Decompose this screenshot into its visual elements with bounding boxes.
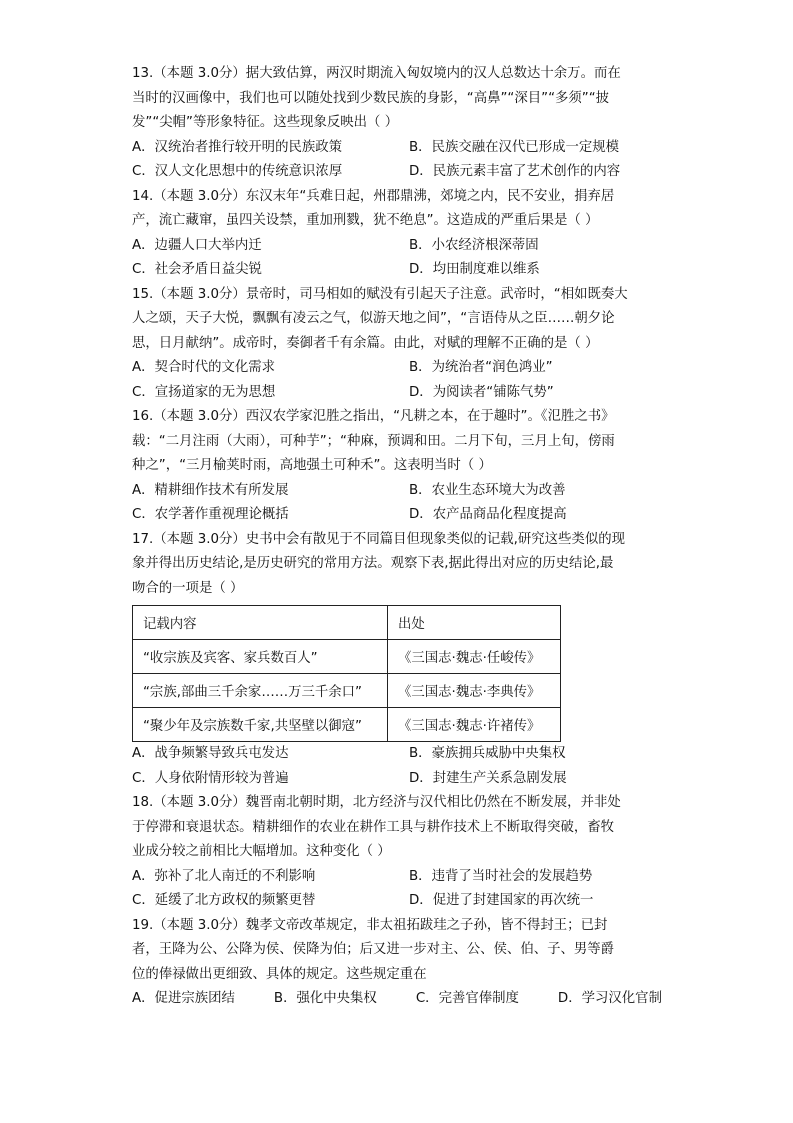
option-d: D．学习汉化官制	[557, 991, 662, 1006]
question-13-options-row-2	[132, 160, 662, 185]
table-cell: “聚少年及宗族数千家,共坚壁以御寇”	[133, 708, 388, 742]
table-cell: “收宗族及宾客、家兵数百人”	[133, 640, 388, 674]
option-c: C．宣扬道家的无为思想	[132, 384, 276, 400]
question-16-line-1: 16.（本题 3.0分）西汉农学家氾胜之指出，“凡耕之本，在于趣时”。《氾胜之书》	[132, 409, 615, 424]
question-13	[132, 62, 662, 185]
question-16-line-2: 载：“二月注雨（大雨），可种芋”；“种麻，预调和田。二月下旬，三月上旬，傍雨	[132, 433, 615, 449]
table-row	[133, 674, 561, 708]
option-d: D．民族元素丰富了艺术创作的内容	[409, 164, 621, 179]
table-header-row	[133, 606, 561, 640]
option-c: C．人身依附情形较为普遍	[132, 770, 289, 786]
question-15-options-row-2	[132, 381, 662, 406]
question-14-options-row-1	[132, 234, 662, 259]
table-cell: 《三国志·魏志·任峻传》	[388, 640, 561, 674]
question-14-line-1: 14.（本题 3.0分）东汉末年“兵难日起，州郡鼎沸，郊境之内，民不安业，捐弃居	[132, 188, 615, 204]
option-a: A．边疆人口大举内迁	[132, 237, 262, 253]
question-15-line-2: 人之颂，天子大悦，飘飘有凌云之气，似游天地之间”，“言语侍从之臣……朝夕论	[132, 311, 615, 326]
question-13-line-1: 13.（本题 3.0分）据大致估算，两汉时期流入匈奴境内的汉人总数达十余万。而在	[132, 66, 621, 81]
option-d: D．均田制度难以维系	[409, 262, 540, 277]
question-17-line-1: 17.（本题 3.0分）史书中会有散见于不同篇目但现象类似的记载,研究这些类似的现	[132, 531, 625, 547]
option-a: A．弥补了北人南迁的不利影响	[132, 868, 316, 884]
question-13-line-2: 当时的汉画像中，我们也可以随处找到少数民族的身影，“高鼻”“深目”“多须”“披	[132, 90, 610, 106]
table-row	[133, 708, 561, 742]
question-19-line-1: 19.（本题 3.0分）魏孝文帝改革规定，非太祖拓跋珪之子孙，皆不得封王；已封	[132, 917, 608, 933]
question-15	[132, 283, 662, 406]
question-15-line-3: 思，日月献纳”。成帝时，奏御者千有余篇。由此，对赋的理解不正确的是（ ）	[132, 335, 599, 351]
option-a: A．战争频繁导致兵屯发达	[132, 746, 289, 761]
question-14-options-row-2	[132, 258, 662, 283]
option-c: C．完善官俸制度	[415, 991, 519, 1006]
option-b: B．强化中央集权	[273, 991, 377, 1006]
question-16	[132, 405, 662, 528]
table-cell: 《三国志·魏志·许褚传》	[388, 708, 561, 742]
question-17-line-3: 吻合的一项是（ ）	[132, 580, 244, 596]
option-b: B．民族交融在汉代已形成一定规模	[409, 139, 620, 155]
option-c: C．汉人文化思想中的传统意识浓厚	[132, 164, 343, 179]
question-17-options-row-2	[132, 767, 662, 792]
question-17-line-2: 象并得出历史结论,是历史研究的常用方法。观察下表,据此得出对应的历史结论,最	[132, 556, 614, 571]
question-14	[132, 185, 662, 283]
question-16-options-row-1	[132, 479, 662, 504]
option-c: C．延缓了北方政权的频繁更替	[132, 893, 316, 908]
records-table	[132, 605, 561, 742]
question-18-line-3: 业成分较之前相比大幅增加。这种变化（ ）	[132, 844, 391, 859]
question-15-line-1: 15.（本题 3.0分）景帝时，司马相如的赋没有引起天子注意。武帝时，“相如既奏大	[132, 286, 628, 302]
option-b: B．农业生态环境大为改善	[409, 482, 566, 498]
question-17-options-row-1	[132, 742, 662, 767]
question-13-options-row-1	[132, 136, 662, 161]
question-19	[132, 914, 662, 1012]
option-a: A．汉统治者推行较开明的民族政策	[132, 139, 343, 155]
question-13-line-3: 发”“尖帽”等形象特征。这些现象反映出（ ）	[132, 115, 399, 130]
option-a: A．契合时代的文化需求	[132, 360, 276, 375]
question-18-line-2: 于停滞和衰退状态。精耕细作的农业在耕作工具与耕作技术上不断取得突破，畜牧	[132, 819, 615, 835]
question-19-options-row	[132, 987, 662, 1012]
option-a: A．精耕细作技术有所发展	[132, 482, 289, 498]
question-19-line-2: 者，王降为公、公降为侯、侯降为伯；后又进一步对主、公、侯、伯、子、男等爵	[132, 942, 615, 957]
option-d: D．促进了封建国家的再次统一	[409, 893, 594, 908]
question-16-line-3: 种之”，“三月榆荚时雨，高地强土可种禾”。这表明当时（ ）	[132, 458, 492, 473]
question-14-line-2: 产，流亡藏窜，虽四关设禁，重加刑戮，犹不绝息”。这造成的严重后果是（ ）	[132, 213, 599, 228]
table-cell: 《三国志·魏志·李典传》	[388, 674, 561, 708]
exam-page	[132, 62, 662, 1012]
option-d: D．农产品商品化程度提高	[409, 507, 567, 522]
table-row	[133, 640, 561, 674]
question-15-options-row-1	[132, 356, 662, 381]
question-19-line-3: 位的俸禄做出更细致、具体的规定。这些规定重在	[132, 966, 427, 982]
question-17	[132, 528, 662, 792]
option-d: D．封建生产关系急剧发展	[409, 770, 567, 786]
question-18-options-row-1	[132, 865, 662, 890]
table-cell: “宗族,部曲三千余家……万三千余口”	[133, 674, 388, 708]
option-a: A．促进宗族团结	[132, 991, 235, 1006]
question-18-options-row-2	[132, 889, 662, 914]
question-16-options-row-2	[132, 503, 662, 528]
table-header-cell: 出处	[388, 606, 561, 640]
option-c: C．农学著作重视理论概括	[132, 507, 289, 522]
table-header-cell: 记载内容	[133, 606, 388, 640]
question-18-line-1: 18.（本题 3.0分）魏晋南北朝时期，北方经济与汉代相比仍然在不断发展，并非处	[132, 795, 621, 810]
option-d: D．为阅读者“铺陈气势”	[409, 384, 554, 400]
option-b: B．违背了当时社会的发展趋势	[409, 868, 593, 884]
option-c: C．社会矛盾日益尖锐	[132, 262, 262, 277]
option-b: B．豪族拥兵威胁中央集权	[409, 746, 566, 761]
option-b: B．小农经济根深蒂固	[409, 237, 539, 253]
option-b: B．为统治者“润色鸿业”	[409, 360, 553, 375]
question-18	[132, 791, 662, 914]
